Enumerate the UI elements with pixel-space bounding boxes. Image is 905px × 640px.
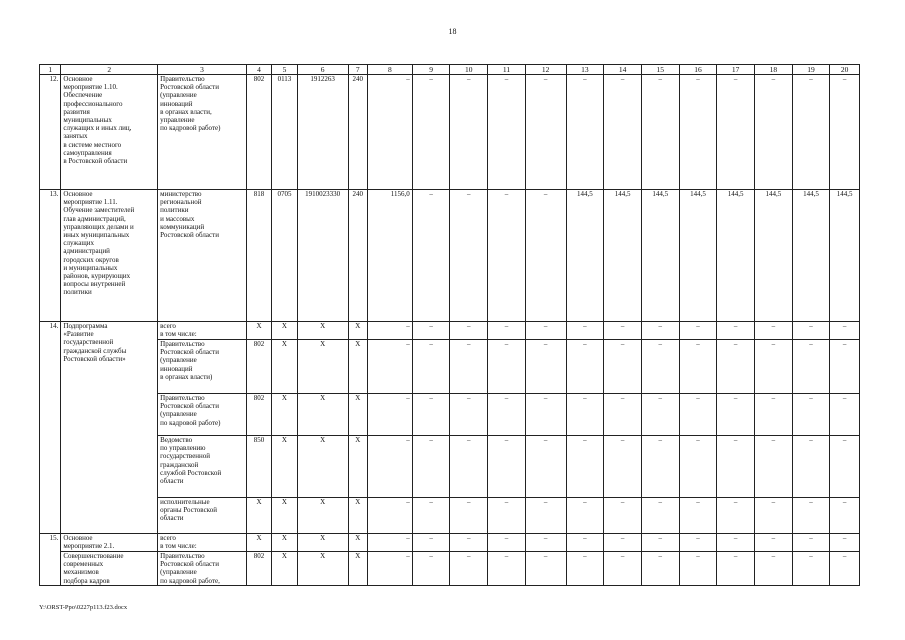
value-cell: – — [641, 394, 679, 436]
value-cell: – — [830, 534, 860, 552]
expense-code-cell: X — [348, 552, 367, 586]
value-cell: – — [717, 322, 755, 340]
executor-cell: министерство региональной политики и массовых коммуникаций Ростовской области — [158, 190, 247, 322]
gov-code-cell: 802 — [246, 340, 271, 394]
expense-code-cell: X — [348, 322, 367, 340]
column-header: 13 — [566, 65, 604, 75]
value-cell: – — [488, 340, 526, 394]
value-cell: 144,5 — [792, 190, 830, 322]
value-cell: – — [412, 75, 450, 190]
column-header: 15 — [641, 65, 679, 75]
value-cell: – — [754, 498, 792, 534]
column-header: 6 — [297, 65, 348, 75]
value-cell: – — [525, 552, 566, 586]
value-cell: – — [792, 498, 830, 534]
value-cell: – — [830, 322, 860, 340]
gov-code-cell: X — [246, 322, 271, 340]
value-cell: – — [717, 394, 755, 436]
header-row — [40, 65, 860, 75]
value-cell: – — [525, 322, 566, 340]
expense-code-cell: X — [348, 534, 367, 552]
value-cell: – — [830, 436, 860, 498]
value-cell: – — [488, 190, 526, 322]
column-header: 1 — [40, 65, 61, 75]
value-cell: – — [488, 436, 526, 498]
column-header: 14 — [604, 65, 642, 75]
value-cell: – — [412, 340, 450, 394]
value-cell: – — [792, 322, 830, 340]
value-cell: 144,5 — [641, 190, 679, 322]
value-cell: – — [679, 394, 717, 436]
value-cell: – — [367, 394, 412, 436]
column-header: 16 — [679, 65, 717, 75]
value-cell: – — [830, 498, 860, 534]
value-cell: – — [566, 394, 604, 436]
value-cell: – — [566, 552, 604, 586]
executor-cell: всего в том числе: — [158, 534, 247, 552]
value-cell: – — [754, 75, 792, 190]
value-cell: 144,5 — [566, 190, 604, 322]
value-cell: – — [488, 394, 526, 436]
column-header: 12 — [525, 65, 566, 75]
column-header: 5 — [272, 65, 297, 75]
value-cell: – — [566, 534, 604, 552]
gov-code-cell: 818 — [246, 190, 271, 322]
value-cell: – — [488, 322, 526, 340]
column-header: 18 — [754, 65, 792, 75]
table-row — [40, 552, 860, 586]
value-cell: – — [566, 322, 604, 340]
value-cell: – — [367, 322, 412, 340]
table-row — [40, 436, 860, 498]
column-header: 7 — [348, 65, 367, 75]
gov-code-cell: X — [246, 498, 271, 534]
target-code-cell: 1910023330 — [297, 190, 348, 322]
value-cell: – — [830, 75, 860, 190]
row-number: 13. — [40, 190, 61, 322]
value-cell: – — [367, 534, 412, 552]
executor-cell: всего в том числе: — [158, 322, 247, 340]
value-cell: 144,5 — [679, 190, 717, 322]
gov-code-cell: 850 — [246, 436, 271, 498]
value-cell: – — [792, 340, 830, 394]
value-cell: – — [754, 340, 792, 394]
value-cell: – — [641, 436, 679, 498]
value-cell: – — [604, 75, 642, 190]
measure-name: Основное мероприятие 1.10. Обеспечение профессионального развития муниципальных служащих и иных лиц, занятых в системе местного самоуправления в Ростовской области — [61, 75, 158, 190]
value-cell: – — [367, 552, 412, 586]
value-cell: – — [754, 322, 792, 340]
value-cell: – — [367, 340, 412, 394]
value-cell: – — [604, 552, 642, 586]
table-row — [40, 498, 860, 534]
gov-code-cell: 802 — [246, 394, 271, 436]
value-cell: – — [641, 340, 679, 394]
value-cell: – — [566, 75, 604, 190]
table-row — [40, 322, 860, 340]
value-cell: 1156,0 — [367, 190, 412, 322]
value-cell: – — [604, 340, 642, 394]
gov-code-cell: X — [246, 534, 271, 552]
value-cell: – — [525, 436, 566, 498]
executor-cell: исполнительные органы Ростовской области — [158, 498, 247, 534]
value-cell: – — [830, 340, 860, 394]
value-cell: – — [525, 498, 566, 534]
value-cell: – — [830, 552, 860, 586]
value-cell: – — [641, 552, 679, 586]
executor-cell: Правительство Ростовской области (управление по кадровой работе) — [158, 394, 247, 436]
value-cell: – — [450, 498, 488, 534]
value-cell: – — [367, 498, 412, 534]
table-row — [40, 75, 860, 190]
executor-cell: Правительство Ростовской области (управление инноваций в органах власти) — [158, 340, 247, 394]
value-cell: – — [754, 394, 792, 436]
expense-code-cell: X — [348, 436, 367, 498]
value-cell: – — [412, 394, 450, 436]
target-code-cell: X — [297, 322, 348, 340]
value-cell: – — [525, 534, 566, 552]
gov-code-cell: 802 — [246, 552, 271, 586]
value-cell: – — [792, 394, 830, 436]
value-cell: – — [450, 552, 488, 586]
executor-cell: Правительство Ростовской области (управление по кадровой работе, — [158, 552, 247, 586]
measure-name: Основное мероприятие 1.11. Обучение заместителей глав администраций, управляющих делами и иных муниципальных служащих администраций городских округов и муниципальных районов, курирующих вопросы внутренней политики — [61, 190, 158, 322]
value-cell: – — [754, 552, 792, 586]
value-cell: – — [412, 498, 450, 534]
target-code-cell: X — [297, 534, 348, 552]
value-cell: – — [792, 534, 830, 552]
value-cell: – — [641, 322, 679, 340]
value-cell: – — [525, 394, 566, 436]
section-code-cell: X — [272, 552, 297, 586]
value-cell: – — [525, 340, 566, 394]
value-cell: – — [604, 498, 642, 534]
value-cell: – — [679, 322, 717, 340]
value-cell: 144,5 — [717, 190, 755, 322]
value-cell: – — [525, 190, 566, 322]
expense-code-cell: X — [348, 498, 367, 534]
value-cell: – — [450, 534, 488, 552]
target-code-cell: X — [297, 498, 348, 534]
section-code-cell: 0113 — [272, 75, 297, 190]
value-cell: – — [679, 498, 717, 534]
section-code-cell: X — [272, 322, 297, 340]
expense-code-cell: 240 — [348, 75, 367, 190]
value-cell: – — [488, 75, 526, 190]
value-cell: – — [717, 75, 755, 190]
value-cell: – — [488, 552, 526, 586]
value-cell: – — [412, 190, 450, 322]
expense-code-cell: X — [348, 340, 367, 394]
value-cell: – — [792, 436, 830, 498]
value-cell: – — [412, 436, 450, 498]
value-cell: – — [566, 340, 604, 394]
target-code-cell: X — [297, 552, 348, 586]
subprogram-name: Подпрограмма «Развитие государственной гражданской службы Ростовской области» — [61, 322, 158, 534]
value-cell: – — [641, 534, 679, 552]
row-number: 14. — [40, 322, 61, 534]
column-header: 20 — [830, 65, 860, 75]
value-cell: – — [754, 436, 792, 498]
value-cell: – — [604, 394, 642, 436]
value-cell: – — [450, 394, 488, 436]
column-header: 11 — [488, 65, 526, 75]
value-cell: – — [367, 75, 412, 190]
gov-code-cell: 802 — [246, 75, 271, 190]
value-cell: – — [717, 498, 755, 534]
value-cell: – — [488, 534, 526, 552]
expense-code-cell: X — [348, 394, 367, 436]
value-cell: – — [604, 534, 642, 552]
target-code-cell: 1912263 — [297, 75, 348, 190]
value-cell: – — [792, 75, 830, 190]
value-cell: – — [450, 322, 488, 340]
table-row — [40, 340, 860, 394]
target-code-cell: X — [297, 436, 348, 498]
row-number: 15. — [40, 534, 61, 586]
column-header: 17 — [717, 65, 755, 75]
value-cell: – — [488, 498, 526, 534]
section-code-cell: X — [272, 340, 297, 394]
file-path-footer: Y:\ORST-Ppo\0227p113.f23.docx — [39, 604, 128, 611]
value-cell: 144,5 — [830, 190, 860, 322]
value-cell: – — [679, 534, 717, 552]
measure-name: Основное мероприятие 2.1. — [61, 534, 158, 552]
measure-name-continued: Совершенствование современных механизмов подбора кадров — [61, 552, 158, 586]
value-cell: – — [641, 75, 679, 190]
column-header: 9 — [412, 65, 450, 75]
table-row — [40, 190, 860, 322]
value-cell: – — [830, 394, 860, 436]
target-code-cell: X — [297, 394, 348, 436]
section-code-cell: 0705 — [272, 190, 297, 322]
table-row — [40, 534, 860, 552]
executor-cell: Ведомство по управлению государственной гражданской службой Ростовской области — [158, 436, 247, 498]
value-cell: – — [717, 436, 755, 498]
value-cell: – — [641, 498, 679, 534]
value-cell: – — [792, 552, 830, 586]
value-cell: – — [679, 75, 717, 190]
expense-code-cell: 240 — [348, 190, 367, 322]
value-cell: – — [525, 75, 566, 190]
table-row — [40, 394, 860, 436]
row-number: 12. — [40, 75, 61, 190]
budget-table — [39, 64, 860, 586]
column-header: 10 — [450, 65, 488, 75]
value-cell: 144,5 — [754, 190, 792, 322]
section-code-cell: X — [272, 436, 297, 498]
value-cell: – — [412, 552, 450, 586]
value-cell: – — [717, 534, 755, 552]
value-cell: – — [679, 340, 717, 394]
target-code-cell: X — [297, 340, 348, 394]
value-cell: – — [367, 436, 412, 498]
column-header: 19 — [792, 65, 830, 75]
column-header: 4 — [246, 65, 271, 75]
value-cell: – — [412, 322, 450, 340]
value-cell: – — [717, 552, 755, 586]
column-header: 3 — [158, 65, 247, 75]
value-cell: – — [566, 436, 604, 498]
value-cell: – — [754, 534, 792, 552]
section-code-cell: X — [272, 534, 297, 552]
value-cell: – — [450, 190, 488, 322]
value-cell: – — [604, 322, 642, 340]
value-cell: – — [604, 436, 642, 498]
page-number: 18 — [448, 27, 457, 36]
value-cell: – — [717, 340, 755, 394]
section-code-cell: X — [272, 498, 297, 534]
value-cell: 144,5 — [604, 190, 642, 322]
value-cell: – — [566, 498, 604, 534]
value-cell: – — [450, 436, 488, 498]
value-cell: – — [450, 75, 488, 190]
section-code-cell: X — [272, 394, 297, 436]
value-cell: – — [679, 552, 717, 586]
value-cell: – — [412, 534, 450, 552]
column-header: 8 — [367, 65, 412, 75]
column-header: 2 — [61, 65, 158, 75]
value-cell: – — [450, 340, 488, 394]
value-cell: – — [679, 436, 717, 498]
executor-cell: Правительство Ростовской области (управление инноваций в органах власти, управление по кадровой работе) — [158, 75, 247, 190]
